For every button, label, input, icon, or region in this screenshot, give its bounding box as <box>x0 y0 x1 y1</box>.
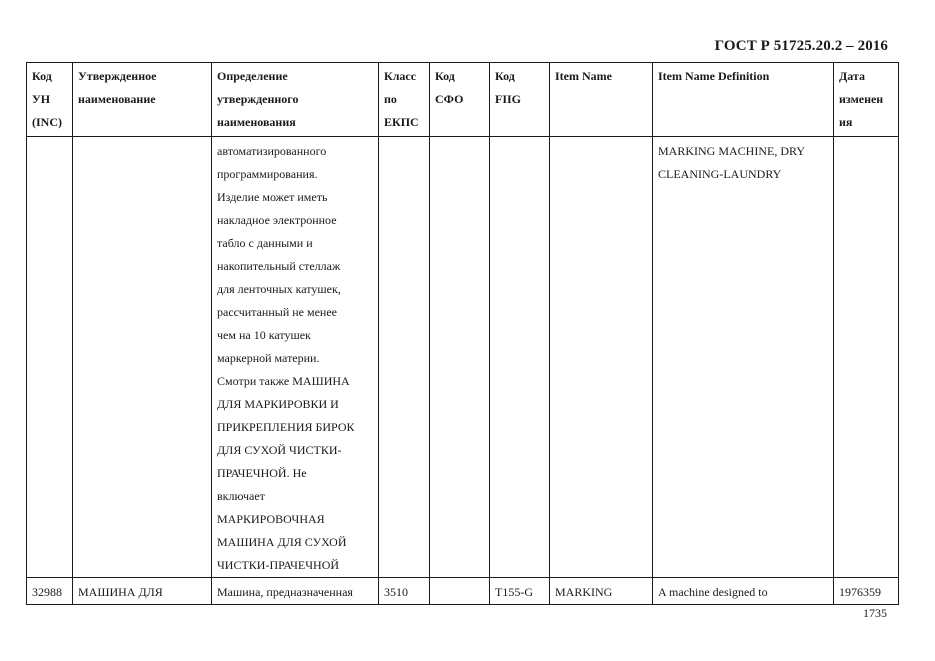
column-header-item-name: Item Name <box>550 63 653 137</box>
cell-ekps-class: 3510 <box>379 578 430 605</box>
cell-change-date: 1976359 <box>834 578 899 605</box>
item-names-table <box>26 62 899 605</box>
column-header-fiig-code: Код FIIG <box>490 63 550 137</box>
cell-change-date <box>834 137 899 578</box>
column-header-change-date: Дата изменен ия <box>834 63 899 137</box>
cell-inc-code <box>27 137 73 578</box>
cell-approved-name <box>73 137 212 578</box>
column-header-sfo-code: Код СФО <box>430 63 490 137</box>
column-header-inc-code: Код УН (INC) <box>27 63 73 137</box>
column-header-item-name-definition: Item Name Definition <box>653 63 834 137</box>
cell-item-name-definition: A machine designed to <box>653 578 834 605</box>
page-number: 1735 <box>863 606 887 620</box>
table-header-row <box>27 63 899 137</box>
cell-fiig-code: T155-G <box>490 578 550 605</box>
column-header-approved-name: Утвержденное наименование <box>73 63 212 137</box>
cell-definition: автоматизированного программирования. Изделие может иметь накладное электронное табло с данными и накопительный стеллаж для ленточных катушек, рассчитанный не менее чем на 10 катушек маркерной материи. Смотри также МАШИНА ДЛЯ МАРКИРОВКИ И ПРИКРЕПЛЕНИЯ БИРОК ДЛЯ СУХОЙ ЧИСТКИ- ПРАЧЕЧНОЙ. Не включает МАРКИРОВОЧНАЯ МАШИНА ДЛЯ СУХОЙ ЧИСТКИ-ПРАЧЕЧНОЙ <box>212 137 379 578</box>
table-row <box>27 578 899 605</box>
cell-item-name <box>550 137 653 578</box>
cell-inc-code: 32988 <box>27 578 73 605</box>
cell-approved-name: МАШИНА ДЛЯ <box>73 578 212 605</box>
table-row <box>27 137 899 578</box>
cell-fiig-code <box>490 137 550 578</box>
standard-designation: ГОСТ Р 51725.20.2 – 2016 <box>714 38 888 54</box>
cell-definition: Машина, предназначенная <box>212 578 379 605</box>
cell-sfo-code <box>430 578 490 605</box>
cell-ekps-class <box>379 137 430 578</box>
column-header-definition: Определение утвержденного наименования <box>212 63 379 137</box>
cell-item-name-definition: MARKING MACHINE, DRY CLEANING-LAUNDRY <box>653 137 834 578</box>
cell-sfo-code <box>430 137 490 578</box>
cell-item-name: MARKING <box>550 578 653 605</box>
column-header-ekps-class: Класс по ЕКПС <box>379 63 430 137</box>
